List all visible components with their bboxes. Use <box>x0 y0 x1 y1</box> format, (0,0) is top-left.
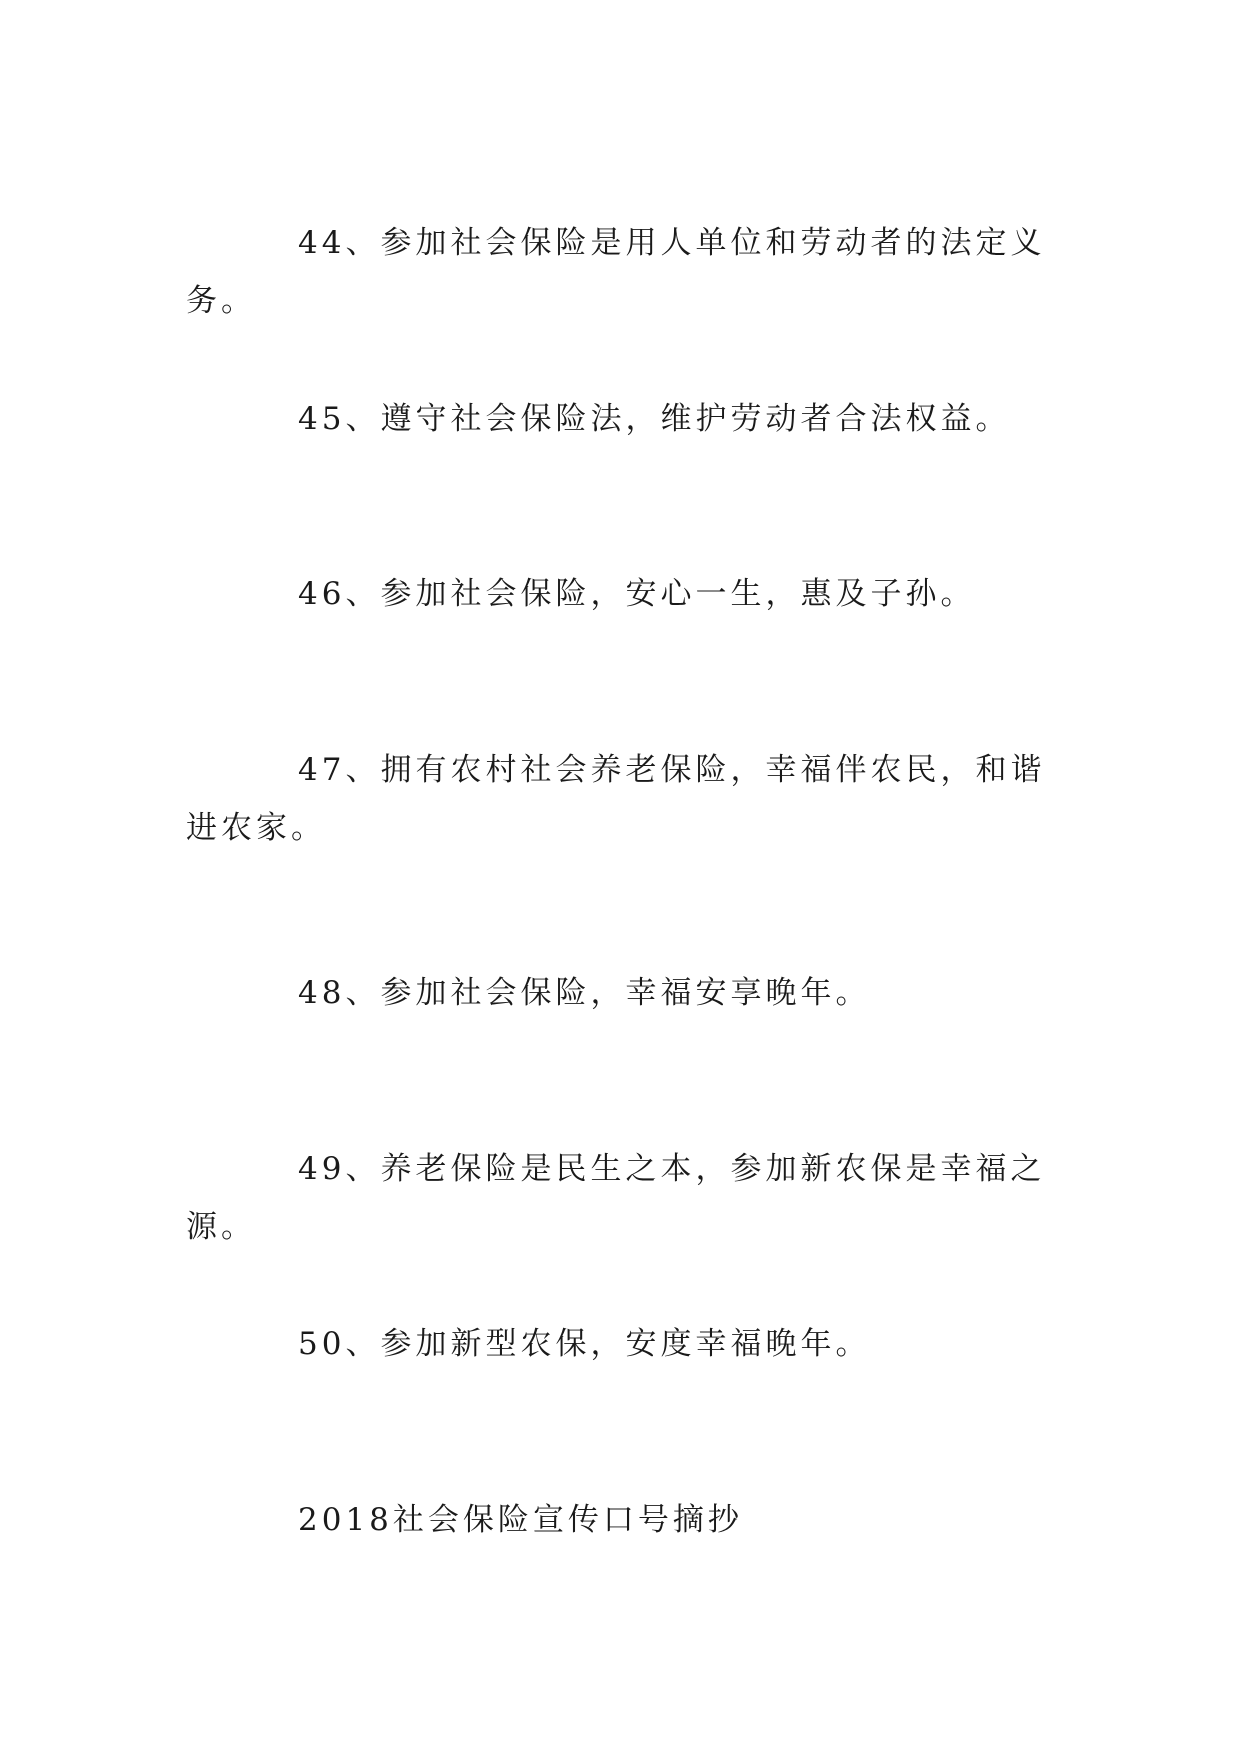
slogan-49: 49、养老保险是民生之本，参加新农保是幸福之源。 <box>186 1151 1046 1245</box>
slogan-44: 44、参加社会保险是用人单位和劳动者的法定义务。 <box>186 225 1046 319</box>
slogan-50: 50、参加新型农保，安度幸福晚年。 <box>298 1326 871 1362</box>
slogan-45: 45、遵守社会保险法，维护劳动者合法权益。 <box>298 401 1011 437</box>
section-heading: 2018社会保险宣传口号摘抄 <box>298 1502 743 1538</box>
slogan-48: 48、参加社会保险，幸福安享晚年。 <box>298 975 871 1011</box>
slogan-47: 47、拥有农村社会养老保险，幸福伴农民，和谐进农家。 <box>186 752 1046 846</box>
slogan-46: 46、参加社会保险，安心一生，惠及子孙。 <box>298 576 976 612</box>
